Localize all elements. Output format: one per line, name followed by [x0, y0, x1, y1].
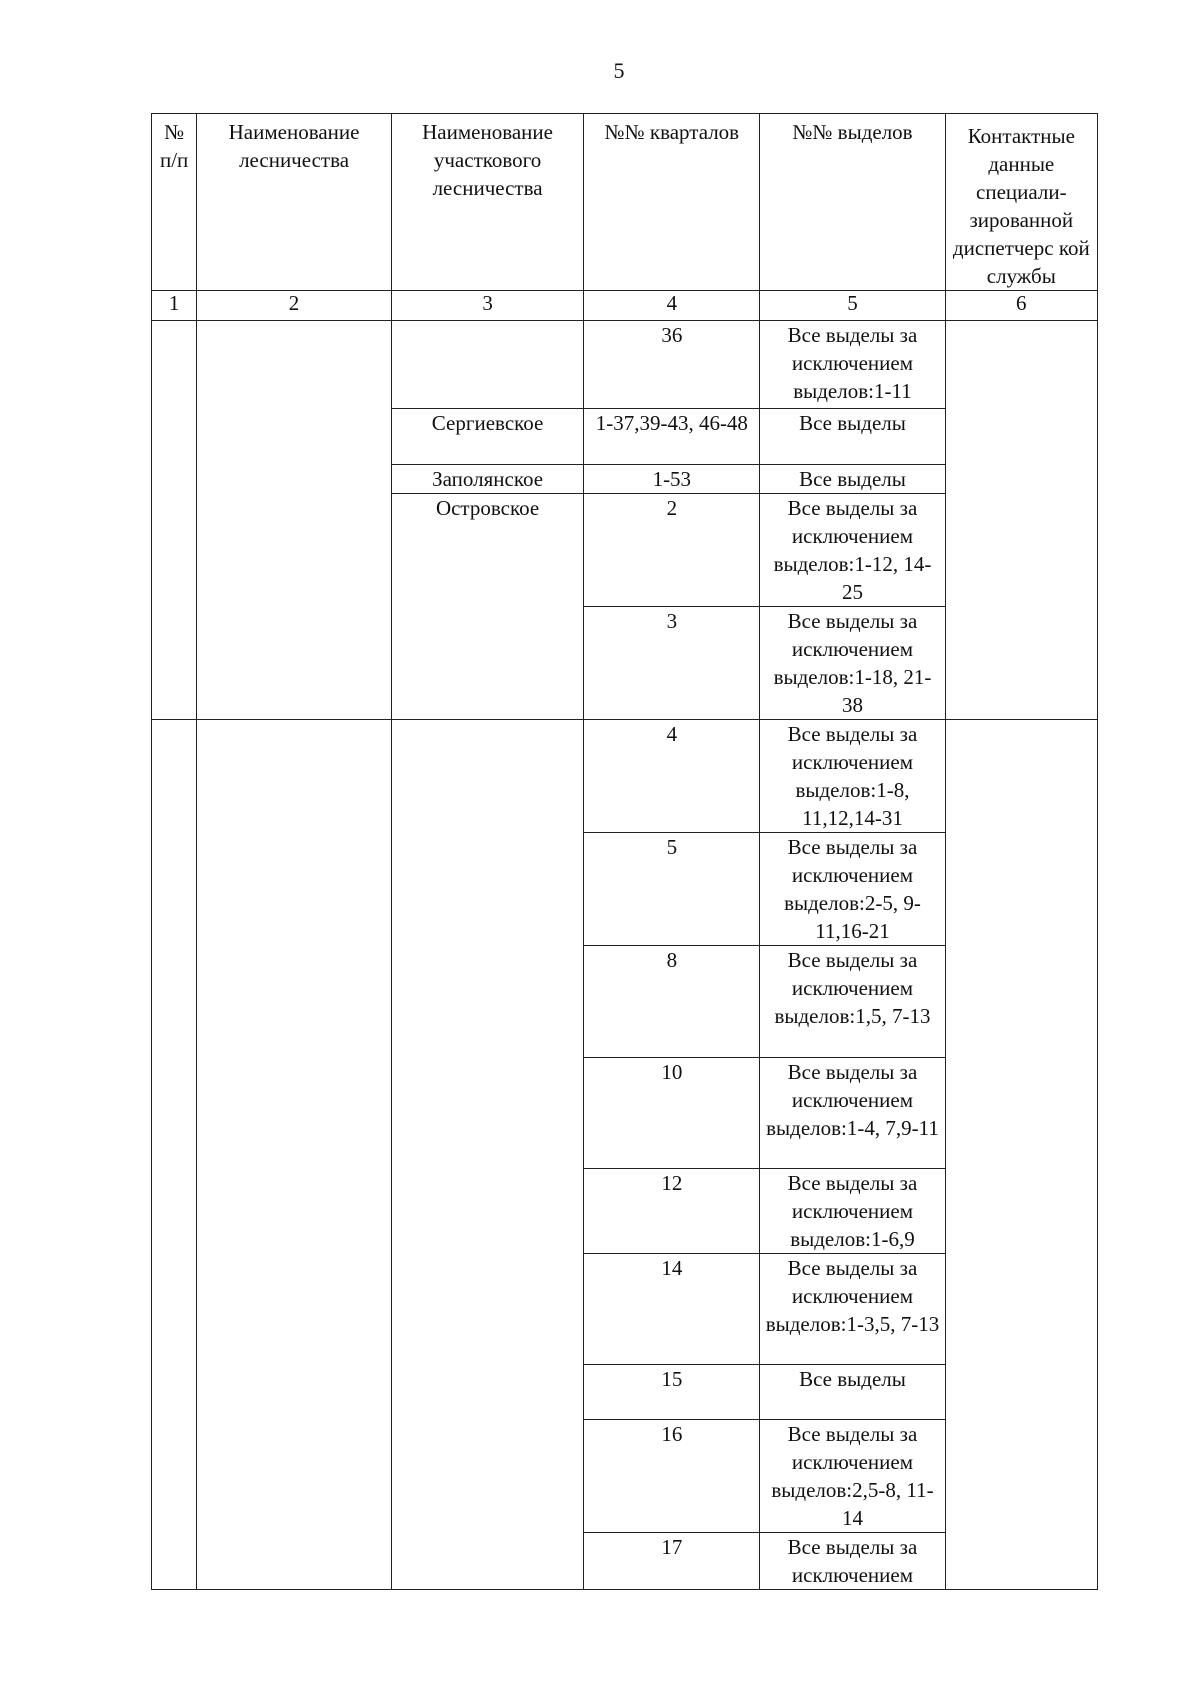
cell-quarter: 8	[584, 946, 760, 1058]
cell-district: Островское	[391, 494, 583, 720]
cell-sections: Все выделы за исключением выделов:1-8, 11,12,14-31	[760, 720, 945, 833]
table-header-row	[152, 114, 1098, 291]
cell-sections: Все выделы за исключением	[760, 1533, 945, 1590]
cell-forestry	[197, 321, 392, 720]
cell-district: Заполянское	[391, 465, 583, 494]
cell-quarter: 2	[584, 494, 760, 607]
cell-sections: Все выделы за исключением выделов:1-18, 21-38	[760, 607, 945, 720]
cell-quarter: 1-37,39-43, 46-48	[584, 409, 760, 465]
col-number: 5	[760, 291, 945, 321]
header-contact: Контактные данные специали-зированной диспетчерс кой службы	[945, 114, 1097, 291]
header-num: № п/п	[152, 114, 197, 291]
cell-sections: Все выделы за исключением выделов:1-12, 14-25	[760, 494, 945, 607]
cell-quarter: 14	[584, 1254, 760, 1365]
header-forestry: Наименование лесничества	[197, 114, 392, 291]
cell-sections: Все выделы	[760, 1365, 945, 1420]
cell-district	[391, 321, 583, 409]
cell-quarter: 36	[584, 321, 760, 409]
header-sections: №№ выделов	[760, 114, 945, 291]
cell-quarter: 5	[584, 833, 760, 946]
cell-sections: Все выделы за исключением выделов:2-5, 9-11,16-21	[760, 833, 945, 946]
col-number: 6	[945, 291, 1097, 321]
col-number: 3	[391, 291, 583, 321]
cell-district: Сергиевское	[391, 409, 583, 465]
cell-quarter: 17	[584, 1533, 760, 1590]
table-row	[152, 720, 1098, 833]
header-quarters: №№ кварталов	[584, 114, 760, 291]
col-number: 1	[152, 291, 197, 321]
cell-district	[391, 720, 583, 1590]
cell-contact	[945, 720, 1097, 1590]
header-district: Наименование участкового лесничества	[391, 114, 583, 291]
cell-quarter: 1-53	[584, 465, 760, 494]
col-number: 2	[197, 291, 392, 321]
cell-sections: Все выделы за исключением выделов:1,5, 7-13	[760, 946, 945, 1058]
cell-quarter: 10	[584, 1058, 760, 1169]
cell-quarter: 15	[584, 1365, 760, 1420]
cell-quarter: 12	[584, 1169, 760, 1254]
cell-contact	[945, 321, 1097, 720]
cell-sections: Все выделы за исключением выделов:1-3,5, 7-13	[760, 1254, 945, 1365]
table-row	[152, 321, 1098, 409]
cell-quarter: 3	[584, 607, 760, 720]
cell-quarter: 16	[584, 1420, 760, 1533]
cell-sections: Все выделы за исключением выделов:1-4, 7,9-11	[760, 1058, 945, 1169]
cell-sections: Все выделы	[760, 465, 945, 494]
page-number: 5	[613, 58, 625, 83]
column-number-row	[152, 291, 1098, 321]
forestry-table	[151, 113, 1098, 1590]
cell-sections: Все выделы за исключением выделов:1-11	[760, 321, 945, 409]
cell-num	[152, 720, 197, 1590]
cell-sections: Все выделы за исключением выделов:1-6,9	[760, 1169, 945, 1254]
cell-sections: Все выделы за исключением выделов:2,5-8, 11-14	[760, 1420, 945, 1533]
cell-forestry	[197, 720, 392, 1590]
cell-sections: Все выделы	[760, 409, 945, 465]
cell-num	[152, 321, 197, 720]
col-number: 4	[584, 291, 760, 321]
cell-quarter: 4	[584, 720, 760, 833]
